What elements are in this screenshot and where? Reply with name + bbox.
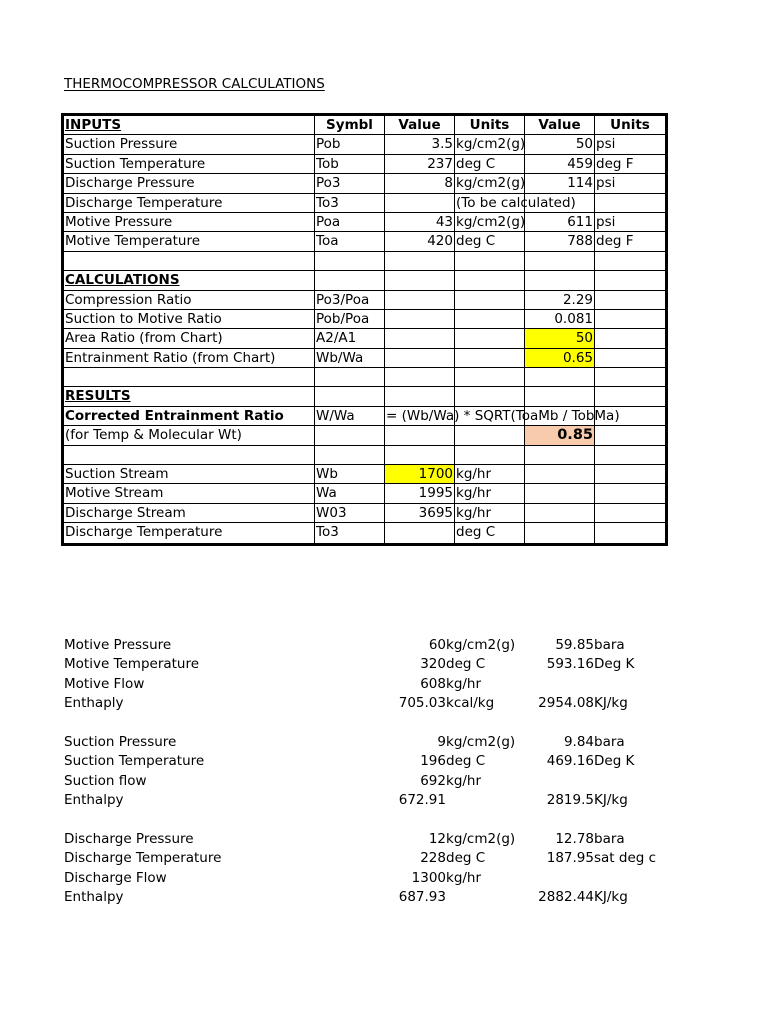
calc-label[interactable]: Area Ratio (from Chart) — [64, 329, 315, 348]
property-row — [64, 636, 704, 655]
property-unit-1[interactable]: kg/hr — [446, 869, 482, 886]
empty-cell[interactable] — [525, 484, 595, 503]
property-label[interactable]: Discharge Flow — [64, 869, 167, 886]
property-label[interactable]: Motive Temperature — [64, 656, 200, 673]
empty-cell[interactable] — [64, 368, 315, 387]
property-value-2[interactable]: 9.84 — [563, 733, 594, 750]
property-value-2[interactable]: 2882.44 — [538, 889, 594, 906]
property-value-2[interactable]: 187.95 — [546, 850, 594, 867]
header-symbol[interactable]: Symbl — [315, 116, 385, 135]
input-value-2[interactable]: 459 — [525, 155, 595, 174]
stream-symbol[interactable]: Wb — [315, 465, 385, 484]
property-unit-2[interactable]: bara — [594, 830, 625, 847]
input-label[interactable]: Motive Temperature — [64, 232, 315, 251]
empty-cell[interactable] — [595, 465, 665, 484]
stream-value[interactable] — [385, 523, 455, 542]
property-unit-1[interactable]: deg C — [446, 850, 486, 867]
stream-unit[interactable]: kg/hr — [455, 484, 525, 503]
property-value-1[interactable]: 196 — [420, 753, 446, 770]
property-row — [64, 791, 704, 810]
stream-value[interactable]: 3695 — [385, 504, 455, 523]
header-value-1[interactable]: Value — [385, 116, 455, 135]
empty-cell[interactable] — [525, 446, 595, 465]
property-row — [64, 733, 704, 752]
input-value-1[interactable] — [385, 194, 455, 213]
suction-stream-input[interactable]: 1700 — [385, 465, 455, 484]
property-value-1[interactable]: 1300 — [411, 869, 446, 886]
property-row — [64, 849, 704, 868]
property-row — [64, 675, 704, 694]
empty-cell[interactable] — [455, 368, 525, 387]
input-unit-2[interactable] — [595, 194, 665, 213]
input-unit-1[interactable]: kg/cm2(g) — [455, 174, 525, 193]
empty-cell[interactable] — [525, 252, 595, 271]
input-label[interactable]: Discharge Pressure — [64, 174, 315, 193]
empty-cell[interactable] — [525, 504, 595, 523]
empty-cell[interactable] — [455, 446, 525, 465]
input-value-1[interactable]: 43 — [385, 213, 455, 232]
empty-cell[interactable] — [455, 291, 525, 310]
property-value-1[interactable]: 692 — [420, 772, 446, 789]
stream-unit[interactable]: deg C — [455, 523, 525, 542]
input-unit-1[interactable]: (To be calculated) — [455, 194, 525, 213]
empty-cell[interactable] — [595, 252, 665, 271]
empty-cell[interactable] — [595, 504, 665, 523]
empty-cell[interactable] — [525, 465, 595, 484]
calc-label[interactable]: Suction to Motive Ratio — [64, 310, 315, 329]
input-value-1[interactable]: 420 — [385, 232, 455, 251]
calc-symbol[interactable]: Po3/Poa — [315, 291, 385, 310]
empty-cell[interactable] — [385, 310, 455, 329]
input-value-1[interactable]: 237 — [385, 155, 455, 174]
calculations-header[interactable]: CALCULATIONS — [64, 271, 315, 290]
input-symbol[interactable]: Tob — [315, 155, 385, 174]
property-label[interactable]: Motive Pressure — [64, 637, 172, 653]
property-value-1[interactable]: 687.93 — [398, 889, 446, 906]
stream-label[interactable]: Discharge Temperature — [64, 523, 315, 542]
property-unit-1[interactable]: kg/hr — [446, 675, 482, 692]
input-unit-1[interactable]: kg/cm2(g) — [455, 213, 525, 232]
property-value-1[interactable]: 12 — [428, 830, 446, 847]
area-ratio-input[interactable]: 50 — [525, 329, 595, 348]
empty-cell[interactable] — [595, 291, 665, 310]
input-label[interactable]: Suction Pressure — [64, 135, 315, 154]
input-unit-2[interactable]: psi — [595, 135, 665, 154]
stream-label[interactable]: Suction Stream — [64, 465, 315, 484]
input-unit-2[interactable]: psi — [595, 213, 665, 232]
property-value-2[interactable]: 593.16 — [546, 656, 594, 673]
calc-value[interactable]: 0.081 — [525, 310, 595, 329]
empty-cell[interactable] — [455, 426, 525, 445]
property-unit-2[interactable]: Deg K — [594, 753, 635, 770]
property-row — [64, 869, 704, 888]
property-unit-1[interactable]: kg/hr — [446, 772, 482, 789]
input-label[interactable]: Suction Temperature — [64, 155, 315, 174]
empty-cell[interactable] — [455, 310, 525, 329]
input-label[interactable]: Discharge Temperature — [64, 194, 315, 213]
property-unit-2[interactable]: Deg K — [594, 656, 635, 673]
calc-label[interactable]: Compression Ratio — [64, 291, 315, 310]
property-label[interactable]: Discharge Pressure — [64, 830, 194, 847]
property-unit-2[interactable]: bara — [594, 637, 625, 653]
empty-cell[interactable] — [385, 291, 455, 310]
stream-unit[interactable]: kg/hr — [455, 465, 525, 484]
calc-symbol[interactable]: A2/A1 — [315, 329, 385, 348]
input-symbol[interactable]: Toa — [315, 232, 385, 251]
empty-cell[interactable] — [385, 368, 455, 387]
input-symbol[interactable]: Poa — [315, 213, 385, 232]
spacer-row — [64, 714, 704, 733]
empty-cell[interactable] — [315, 426, 385, 445]
property-value-1[interactable]: 320 — [420, 656, 446, 673]
empty-cell[interactable] — [595, 349, 665, 368]
input-unit-2[interactable]: deg F — [595, 232, 665, 251]
corrected-ratio-symbol[interactable]: W/Wa — [315, 407, 385, 426]
calc-symbol[interactable]: Wb/Wa — [315, 349, 385, 368]
empty-cell[interactable] — [455, 387, 525, 406]
empty-cell[interactable] — [385, 329, 455, 348]
property-unit-2[interactable]: bara — [594, 733, 625, 750]
property-label[interactable]: Suction Pressure — [64, 733, 177, 750]
empty-cell[interactable] — [595, 310, 665, 329]
empty-cell[interactable] — [595, 329, 665, 348]
property-unit-1[interactable]: deg C — [446, 656, 486, 673]
property-value-2[interactable]: 2954.08 — [538, 695, 594, 712]
input-value-2[interactable]: 50 — [525, 135, 595, 154]
property-value-1[interactable]: 672.91 — [398, 792, 446, 809]
property-unit-2[interactable]: sat deg c — [594, 850, 657, 867]
empty-cell[interactable] — [385, 252, 455, 271]
header-units-2[interactable]: Units — [595, 116, 665, 135]
calc-symbol[interactable]: Pob/Poa — [315, 310, 385, 329]
empty-cell[interactable] — [595, 523, 665, 542]
input-symbol[interactable]: To3 — [315, 194, 385, 213]
calc-value[interactable]: 2.29 — [525, 291, 595, 310]
property-unit-1[interactable]: kg/cm2(g) — [446, 733, 516, 750]
empty-cell[interactable] — [64, 252, 315, 271]
empty-cell[interactable] — [525, 368, 595, 387]
input-value-2[interactable]: 114 — [525, 174, 595, 193]
property-row — [64, 694, 704, 713]
property-label[interactable]: Suction flow — [64, 772, 147, 789]
input-symbol[interactable]: Pob — [315, 135, 385, 154]
input-value-1[interactable]: 8 — [385, 174, 455, 193]
empty-cell[interactable] — [315, 387, 385, 406]
corrected-ratio-note[interactable]: (for Temp & Molecular Wt) — [64, 426, 315, 445]
property-row — [64, 772, 704, 791]
empty-cell[interactable] — [525, 523, 595, 542]
empty-cell[interactable] — [455, 271, 525, 290]
input-unit-1[interactable]: deg C — [455, 155, 525, 174]
property-value-1[interactable]: 608 — [420, 675, 446, 692]
property-label[interactable]: Discharge Temperature — [64, 850, 222, 867]
property-label[interactable]: Enthalpy — [64, 889, 124, 906]
empty-cell[interactable] — [595, 446, 665, 465]
property-label[interactable]: Motive Flow — [64, 675, 145, 692]
property-value-1[interactable]: 9 — [437, 733, 446, 750]
empty-cell[interactable] — [385, 426, 455, 445]
input-unit-1[interactable]: kg/cm2(g) — [455, 135, 525, 154]
property-label[interactable]: Enthaply — [64, 695, 124, 712]
stream-symbol[interactable]: To3 — [315, 523, 385, 542]
page-title: THERMOCOMPRESSOR CALCULATIONS — [64, 76, 325, 92]
entrainment-ratio-input[interactable]: 0.65 — [525, 349, 595, 368]
property-row — [64, 655, 704, 674]
empty-cell[interactable] — [595, 271, 665, 290]
stream-symbol[interactable]: Wa — [315, 484, 385, 503]
inputs-header[interactable]: INPUTS — [64, 116, 315, 135]
property-value-2[interactable]: 12.78 — [555, 830, 594, 847]
property-value-1[interactable]: 60 — [428, 637, 446, 653]
header-units-1[interactable]: Units — [455, 116, 525, 135]
input-unit-1[interactable]: deg C — [455, 232, 525, 251]
empty-cell[interactable] — [525, 271, 595, 290]
empty-cell[interactable] — [385, 446, 455, 465]
property-unit-1[interactable]: deg C — [446, 753, 486, 770]
property-unit-2[interactable]: KJ/kg — [594, 792, 628, 809]
corrected-ratio-label[interactable]: Corrected Entrainment Ratio — [64, 407, 315, 426]
input-unit-2[interactable]: deg F — [595, 155, 665, 174]
header-value-2[interactable]: Value — [525, 116, 595, 135]
input-symbol[interactable]: Po3 — [315, 174, 385, 193]
empty-cell[interactable] — [455, 252, 525, 271]
corrected-ratio-value[interactable]: 0.85 — [525, 426, 595, 445]
empty-cell[interactable] — [385, 271, 455, 290]
input-label[interactable]: Motive Pressure — [64, 213, 315, 232]
empty-cell[interactable] — [315, 368, 385, 387]
property-label[interactable]: Suction Temperature — [64, 753, 205, 770]
property-value-1[interactable]: 228 — [420, 850, 446, 867]
property-unit-1[interactable]: kg/cm2(g) — [446, 830, 516, 847]
stream-symbol[interactable]: W03 — [315, 504, 385, 523]
stream-value[interactable]: 1995 — [385, 484, 455, 503]
stream-unit[interactable]: kg/hr — [455, 504, 525, 523]
steam-properties-block — [64, 636, 704, 907]
empty-cell[interactable] — [385, 349, 455, 368]
stream-label[interactable]: Motive Stream — [64, 484, 315, 503]
empty-cell[interactable] — [315, 252, 385, 271]
property-row — [64, 830, 704, 849]
property-row — [64, 752, 704, 771]
corrected-ratio-formula[interactable]: = (Wb/Wa) * SQRT(ToaMb / TobMa) — [385, 407, 455, 426]
empty-cell[interactable] — [525, 387, 595, 406]
input-value-2[interactable]: 788 — [525, 232, 595, 251]
property-value-2[interactable]: 469.16 — [546, 753, 594, 770]
empty-cell[interactable] — [595, 368, 665, 387]
empty-cell[interactable] — [315, 271, 385, 290]
input-value-1[interactable]: 3.5 — [385, 135, 455, 154]
property-row — [64, 888, 704, 907]
property-unit-2[interactable]: KJ/kg — [594, 695, 628, 712]
property-value-2[interactable]: 2819.5 — [546, 792, 594, 809]
property-value-1[interactable]: 705.03 — [398, 695, 446, 712]
property-value-2[interactable]: 59.85 — [555, 637, 594, 653]
empty-cell[interactable] — [385, 387, 455, 406]
empty-cell[interactable] — [595, 426, 665, 445]
empty-cell[interactable] — [455, 329, 525, 348]
property-unit-2[interactable]: KJ/kg — [594, 889, 628, 906]
results-header[interactable]: RESULTS — [64, 387, 315, 406]
empty-cell[interactable] — [64, 446, 315, 465]
input-value-2[interactable]: 611 — [525, 213, 595, 232]
empty-cell[interactable] — [315, 446, 385, 465]
input-unit-2[interactable]: psi — [595, 174, 665, 193]
empty-cell[interactable] — [455, 349, 525, 368]
property-unit-1[interactable]: kg/cm2(g) — [446, 637, 516, 653]
spacer-row — [64, 811, 704, 830]
calculation-table — [61, 113, 668, 546]
property-unit-1[interactable]: kcal/kg — [446, 695, 495, 712]
property-label[interactable]: Enthalpy — [64, 792, 124, 809]
empty-cell[interactable] — [595, 387, 665, 406]
calc-label[interactable]: Entrainment Ratio (from Chart) — [64, 349, 315, 368]
stream-label[interactable]: Discharge Stream — [64, 504, 315, 523]
empty-cell[interactable] — [595, 484, 665, 503]
